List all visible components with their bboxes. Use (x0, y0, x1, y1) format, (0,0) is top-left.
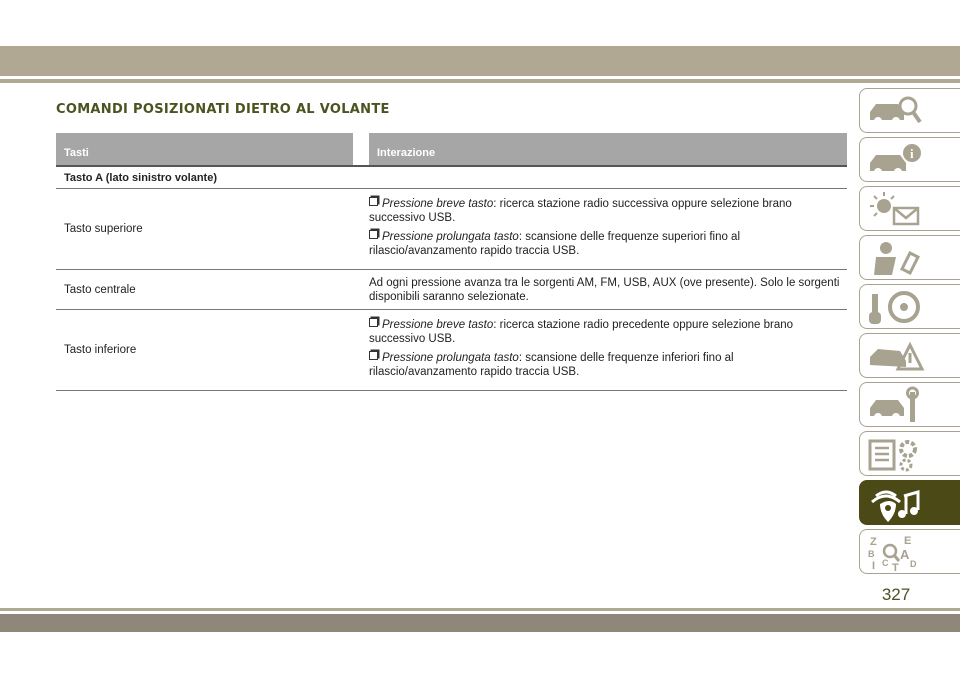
key-steering-wheel-icon (866, 288, 926, 326)
controls-table (56, 133, 847, 391)
section-title: COMANDI POSIZIONATI DIETRO AL VOLANTE (56, 102, 390, 117)
interaction-cell (369, 189, 847, 269)
tab-starting-driving[interactable] (859, 284, 960, 329)
index-letter: C (882, 558, 889, 568)
warning-light-message-icon (866, 190, 926, 228)
key-cell: Tasto centrale (64, 283, 136, 296)
action-term: Pressione breve tasto (382, 198, 494, 210)
header-interazione: Interazione (369, 133, 847, 165)
index-letter: E (904, 535, 912, 547)
index-icon (866, 533, 926, 571)
bottom-decorative-band (0, 614, 960, 632)
car-search-icon (866, 92, 926, 130)
action-term: Pressione prolungata tasto (382, 352, 519, 364)
multimedia-icon (866, 484, 926, 522)
tab-car-info[interactable] (859, 137, 960, 182)
action-term: Pressione breve tasto (382, 319, 494, 331)
action-text: : ricerca stazione radio successiva oppure selezione brano successivo USB. (369, 198, 792, 224)
tab-maintenance[interactable] (859, 382, 960, 427)
description-text: Ad ogni pressione avanza tra le sorgenti AM, FM, USB, AUX (ove presente). Solo le sorgenti disponibili saranno selezionate. (369, 277, 840, 303)
tab-multimedia[interactable] (859, 480, 960, 525)
tab-safety[interactable] (859, 235, 960, 280)
index-letter: Z (870, 536, 877, 548)
airbag-seat-icon (866, 239, 926, 277)
tab-index[interactable] (859, 529, 960, 574)
bottom-decorative-line (0, 608, 960, 611)
list-item (369, 351, 843, 379)
index-letter: B (868, 549, 875, 559)
specifications-icon (866, 435, 926, 473)
car-info-icon (866, 141, 926, 179)
tab-warning-lights[interactable] (859, 186, 960, 231)
index-letter: I (872, 560, 876, 571)
header-tasti: Tasti (56, 133, 353, 165)
action-text: : ricerca stazione radio precedente oppure selezione brano successivo USB. (369, 319, 794, 345)
tab-car-search[interactable] (859, 88, 960, 133)
action-term: Pressione prolungata tasto (382, 231, 519, 243)
key-cell: Tasto superiore (64, 223, 143, 235)
interaction-cell (369, 310, 847, 390)
tab-emergency[interactable] (859, 333, 960, 378)
action-text: : scansione delle frequenze superiori fino al rilascio/avanzamento rapido traccia USB. (369, 231, 741, 257)
key-cell: Tasto inferiore (64, 344, 137, 356)
checkbox-bullet-icon (369, 318, 378, 327)
index-letter: A (900, 547, 910, 562)
svg-text:i: i (910, 146, 914, 161)
checkbox-bullet-icon (369, 351, 378, 360)
index-letter: T (892, 562, 899, 571)
checkbox-bullet-icon (369, 197, 378, 206)
interaction-cell (369, 270, 847, 309)
tab-specifications[interactable] (859, 431, 960, 476)
table-row (56, 310, 847, 391)
list-item (369, 318, 843, 346)
top-decorative-line (0, 79, 960, 83)
checkbox-bullet-icon (369, 230, 378, 239)
list-item (369, 230, 843, 258)
car-breakdown-icon (866, 337, 926, 375)
group-label: Tasto A (lato sinistro volante) (64, 171, 217, 184)
page-number: 327 (881, 585, 911, 604)
table-header (56, 133, 847, 165)
table-row (56, 270, 847, 310)
action-text: : scansione delle frequenze inferiori fino al rilascio/avanzamento rapido traccia USB. (369, 352, 734, 378)
table-row (56, 189, 847, 270)
group-row (56, 165, 847, 189)
car-maintenance-icon (866, 386, 926, 424)
index-letter: D (910, 559, 917, 569)
top-decorative-band (0, 46, 960, 76)
list-item (369, 197, 843, 225)
